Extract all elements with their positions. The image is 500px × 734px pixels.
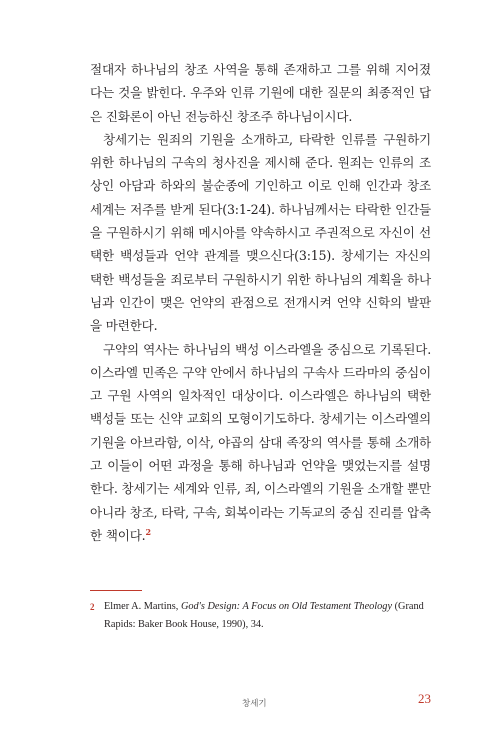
page-number: 23 <box>418 691 431 706</box>
paragraph-3-text: 구약의 역사는 하나님의 백성 이스라엘을 중심으로 기록된다. 이스라엘 민족은 구약 안에서 하나님의 구속사 드라마의 중심이고 구원 사역의 일차적인 대상이다. 이스라엘은 하나님의 택한 백성들 또는 신약 교회의 모형이기도하다. 창세기는 이스라엘의 기원을 아브라함, 이삭, 야곱의 삼대 족장의 역사를 통해 소개하고 이들이 어떤 과정을 통해 하나님과 언약을 맺었는지를 설명한다. 창세기는 세계와 인류, 죄, 이스라엘의 기원을 소개할 뿐만 아니라 창조, 타락, 구속, 회복이라는 기독교의 중심 진리를 압축한 책이다. <box>90 341 431 543</box>
footnote-book-title: God's Design: A Focus on Old Testament Theology <box>180 601 393 612</box>
footnote-number: 2 <box>90 602 95 612</box>
footnote-publication: (Grand Rapids: Baker Book House, 1990), 34. <box>104 601 424 630</box>
footnote <box>90 598 431 634</box>
footnote-text <box>90 598 431 634</box>
paragraph-2: 창세기는 원죄의 기원을 소개하고, 타락한 인류를 구원하기 위한 하나님의 구속의 청사진을 제시해 준다. 원죄는 인류의 조상인 아담과 하와의 불순종에 기인하고 이로 인해 인간과 창조세계는 저주를 받게 된다(3:1-24). 하나님께서는 타락한 인간들을 구원하시기 위해 메시아를 약속하시고 주권적으로 자신이 선택한 백성들과 언약 관계를 맺으신다(3:15). 창세기는 자신의 택한 백성들을 죄로부터 구원하시기 위한 하나님의 계획을 하나님과 인간이 맺은 언약의 관점으로 전개시켜 언약 신학의 발판을 마련한다. <box>90 131 431 334</box>
paragraph-1: 절대자 하나님의 창조 사역을 통해 존재하고 그를 위해 지어졌다는 것을 밝힌다. 우주와 인류 기원에 대한 질문의 최종적인 답은 진화론이 아닌 전능하신 창조주 하나님이시다. <box>90 62 431 124</box>
running-title: 창세기 <box>242 699 267 709</box>
footnote-author: Elmer A. Martins, <box>104 601 181 612</box>
footnote-divider <box>90 590 142 591</box>
paragraph-3 <box>90 338 431 548</box>
body-text <box>90 58 431 547</box>
footnote-reference[interactable]: 2 <box>145 526 151 537</box>
